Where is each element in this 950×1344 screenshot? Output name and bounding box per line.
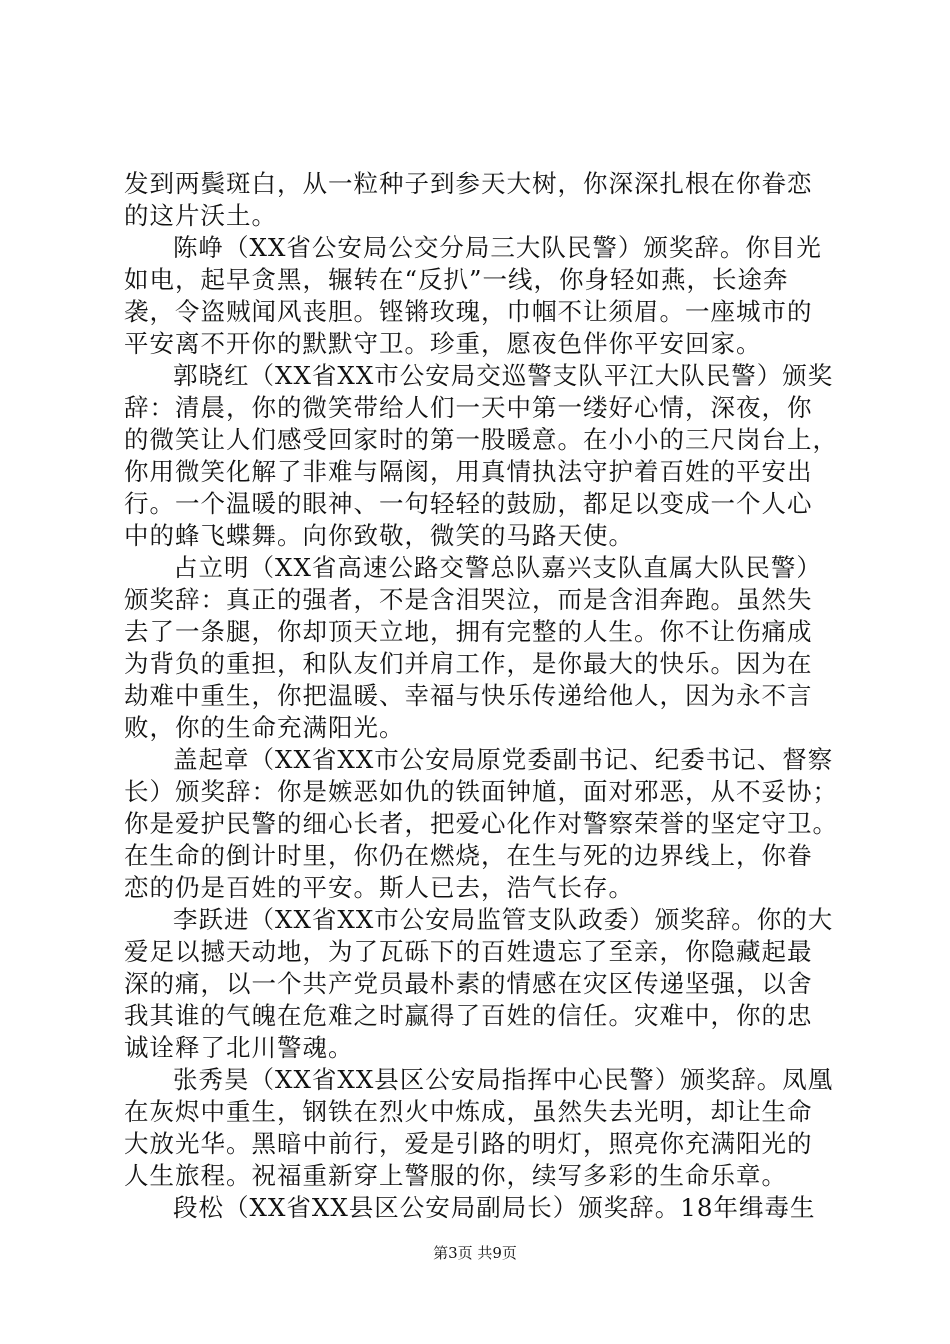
document-body: [124, 168, 844, 1224]
text-line: 的微笑让人们感受回家时的第一股暖意。在小小的三尺岗台上，: [124, 425, 838, 454]
text-line: 你用微笑化解了非难与隔阂，用真情执法守护着百姓的平安出: [124, 457, 813, 486]
text-line: 爱足以撼天动地，为了瓦砾下的百姓遗忘了至亲，你隐藏起最: [124, 937, 813, 966]
text-line: 在生命的倒计时里，你仍在燃烧，在生与死的边界线上，你眷: [124, 841, 813, 870]
text-line: 郭晓红（XX省XX市公安局交巡警支队平江大队民警）颁奖: [173, 361, 834, 390]
text-line: 平安离不开你的默默守卫。珍重，愿夜色伴你平安回家。: [124, 329, 762, 358]
text-line: 我其谁的气魄在危难之时赢得了百姓的信任。灾难中，你的忠: [124, 1001, 813, 1030]
text-line: 在灰烬中重生，钢铁在烈火中炼成，虽然失去光明，却让生命: [124, 1097, 813, 1126]
text-line: 段松（XX省XX县区公安局副局长）颁奖辞。18年缉毒生: [173, 1193, 816, 1222]
text-line: 劫难中重生，你把温暖、幸福与快乐传递给他人，因为永不言: [124, 681, 813, 710]
text-line: 盖起章（XX省XX市公安局原党委副书记、纪委书记、督察: [173, 745, 834, 774]
text-line: 李跃进（XX省XX市公安局监管支队政委）颁奖辞。你的大: [173, 905, 834, 934]
text-line: 大放光华。黑暗中前行，爱是引路的明灯，照亮你充满阳光的: [124, 1129, 813, 1158]
text-line: 辞：清晨，你的微笑带给人们一天中第一缕好心情，深夜，你: [124, 393, 813, 422]
text-line: 张秀昊（XX省XX县区公安局指挥中心民警）颁奖辞。凤凰: [173, 1065, 834, 1094]
text-line: 人生旅程。祝福重新穿上警服的你，续写多彩的生命乐章。: [124, 1161, 787, 1190]
text-line: 深的痛，以一个共产党员最朴素的情感在灾区传递坚强，以舍: [124, 969, 813, 998]
text-line: 你是爱护民警的细心长者，把爱心化作对警察荣誉的坚定守卫。: [124, 809, 838, 838]
text-line: 发到两鬓斑白，从一粒种子到参天大树，你深深扎根在你眷恋: [124, 169, 813, 198]
text-line: 败，你的生命充满阳光。: [124, 713, 405, 742]
text-line: 行。一个温暖的眼神、一句轻轻的鼓励，都足以变成一个人心: [124, 489, 813, 518]
text-line: 恋的仍是百姓的平安。斯人已去，浩气长存。: [124, 873, 634, 902]
text-line: 如电，起早贪黑，辗转在“反扒”一线，你身轻如燕，长途奔: [124, 265, 789, 294]
text-line: 中的蜂飞蝶舞。向你致敬，微笑的马路天使。: [124, 521, 634, 550]
text-line: 去了一条腿，你却顶天立地，拥有完整的人生。你不让伤痛成: [124, 617, 813, 646]
text-line: 为背负的重担，和队友们并肩工作，是你最大的快乐。因为在: [124, 649, 813, 678]
text-line: 陈峥（XX省公安局公交分局三大队民警）颁奖辞。你目光: [173, 233, 822, 262]
text-line: 袭，令盗贼闻风丧胆。铿锵玫瑰，巾帼不让须眉。一座城市的: [124, 297, 813, 326]
text-line: 诚诠释了北川警魂。: [124, 1033, 354, 1062]
text-line: 的这片沃土。: [124, 201, 277, 230]
text-line: 占立明（XX省高速公路交警总队嘉兴支队直属大队民警）: [173, 553, 822, 582]
text-line: 颁奖辞：真正的强者，不是含泪哭泣，而是含泪奔跑。虽然失: [124, 585, 813, 614]
text-line: 长）颁奖辞：你是嫉恶如仇的铁面钟馗，面对邪恶，从不妥协；: [124, 777, 838, 806]
page-footer: 第3页 共9页: [433, 1244, 517, 1262]
